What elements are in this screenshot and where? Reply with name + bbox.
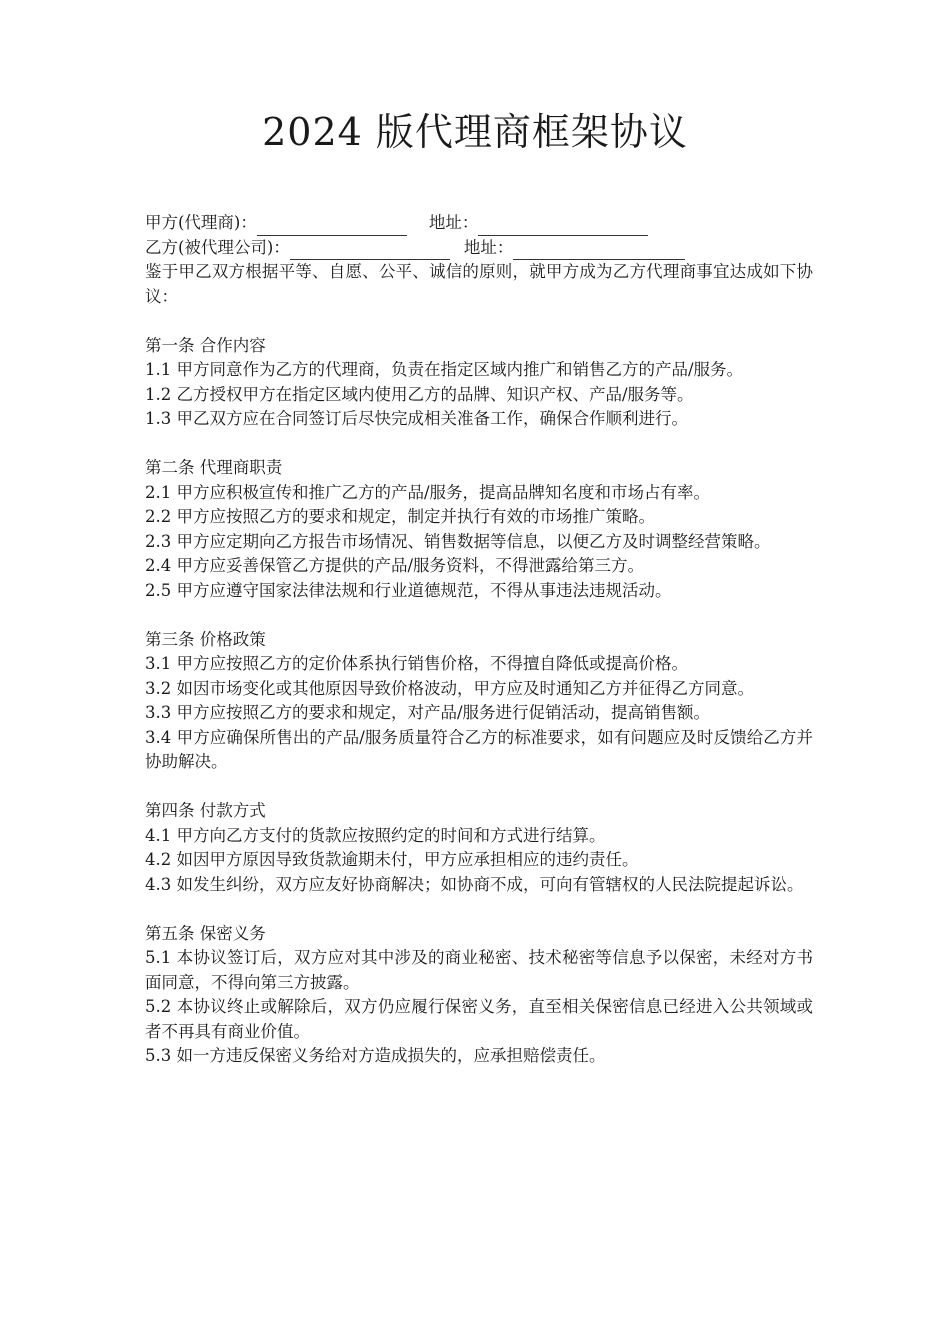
section-title: 第一条 合作内容	[145, 335, 266, 355]
party-a-address-blank	[478, 217, 648, 236]
clause: 5.1 本协议签订后，双方应对其中涉及的商业秘密、技术秘密等信息予以保密，未经对方书面同意，不得向第三方披露。	[145, 948, 813, 992]
party-b-name-blank	[290, 241, 450, 260]
clause: 5.2 本协议终止或解除后，双方仍应履行保密义务，直至相关保密信息已经进入公共领域或者不再具有商业价值。	[145, 997, 813, 1041]
clause: 3.2 如因市场变化或其他原因导致价格波动，甲方应及时通知乙方并征得乙方同意。	[145, 678, 754, 698]
section-title: 第二条 代理商职责	[145, 458, 283, 477]
clause: 4.1 甲方向乙方支付的货款应按照约定的时间和方式进行结算。	[145, 825, 606, 845]
section-title: 第四条 付款方式	[145, 801, 266, 820]
clause: 2.3 甲方应定期向乙方报告市场情况、销售数据等信息，以便乙方及时调整经营策略。	[145, 531, 771, 551]
document-title: 2024 版代理商框架协议	[262, 110, 688, 154]
party-b-label: 乙方(被代理公司)：	[145, 237, 290, 257]
clause: 1.1 甲方同意作为乙方的代理商，负责在指定区域内推广和销售乙方的产品/服务。	[145, 360, 744, 379]
clause: 3.1 甲方应按照乙方的定价体系执行销售价格，不得擅自降低或提高价格。	[145, 654, 688, 673]
party-a-label: 甲方(代理商)：	[145, 213, 257, 232]
clause: 2.5 甲方应遵守国家法律法规和行业道德规范，不得从事违法违规活动。	[145, 580, 672, 600]
clause: 2.2 甲方应按照乙方的要求和规定，制定并执行有效的市场推广策略。	[145, 507, 655, 526]
party-b-address-label: 地址：	[463, 237, 514, 257]
party-b-address-blank	[513, 241, 685, 260]
party-b-line	[145, 236, 813, 261]
clause: 4.2 如因甲方原因导致货款逾期未付，甲方应承担相应的违约责任。	[145, 850, 639, 869]
document-body	[145, 211, 813, 1069]
clause: 1.2 乙方授权甲方在指定区域内使用乙方的品牌、知识产权、产品/服务等。	[145, 384, 694, 404]
clause: 2.1 甲方应积极宣传和推广乙方的产品/服务，提高品牌知名度和市场占有率。	[145, 482, 711, 502]
section-title: 第三条 价格政策	[145, 629, 266, 649]
clause: 3.3 甲方应按照乙方的要求和规定，对产品/服务进行促销活动，提高销售额。	[145, 703, 711, 722]
section-title: 第五条 保密义务	[145, 923, 266, 943]
clause: 5.3 如一方违反保密义务给对方造成损失的，应承担赔偿责任。	[145, 1046, 606, 1065]
clause: 2.4 甲方应妥善保管乙方提供的产品/服务资料，不得泄露给第三方。	[145, 556, 645, 575]
clause: 1.3 甲乙双方应在合同签订后尽快完成相关准备工作，确保合作顺利进行。	[145, 409, 688, 428]
party-a-name-blank	[257, 217, 407, 236]
party-a-address-label: 地址：	[428, 213, 479, 232]
preamble: 鉴于甲乙双方根据平等、自愿、公平、诚信的原则，就甲方成为乙方代理商事宜达成如下协议：	[145, 262, 813, 306]
clause: 4.3 如发生纠纷，双方应友好协商解决；如协商不成，可向有管辖权的人民法院提起诉讼。	[145, 874, 804, 894]
party-a-line	[145, 211, 813, 236]
clause: 3.4 甲方应确保所售出的产品/服务质量符合乙方的标准要求，如有问题应及时反馈给乙方并协助解决。	[145, 727, 813, 771]
